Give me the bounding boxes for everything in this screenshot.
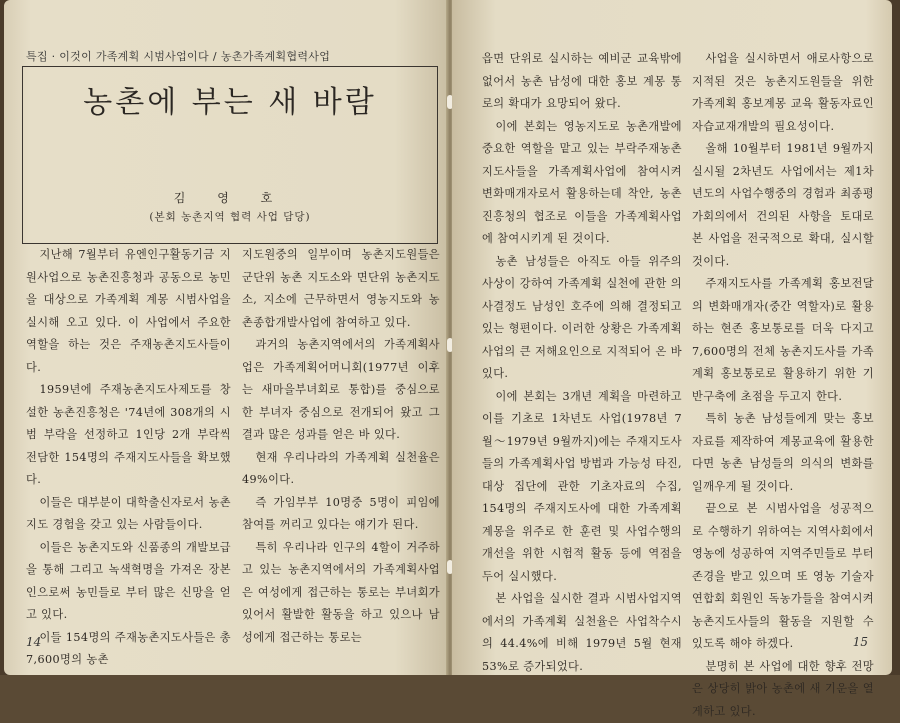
article-title: 농촌에 부는 새 바람 [23,77,437,121]
page-number-left: 14 [26,635,41,649]
running-head [26,48,330,64]
running-head-divider: / [213,50,217,63]
paragraph: 특히 우리나라 인구의 4할이 거주하고 있는 농촌지역에서의 가족계획사업은 여성에게 접근하는 통로는 부녀회가 있어서 활발한 활동을 하고 있으나 남성에게 접근하는 통로는 [242,537,440,650]
paragraph: 현재 우리나라의 가족계획 실천율은 49%이다. [242,447,440,492]
page-number-right: 15 [853,635,868,649]
paragraph: 주재지도사를 가족계획 홍보전달의 변화매개자(중간 역할자)로 활용하는 현존 홍보통로를 더욱 다지고 7,600명의 전체 농촌지도사를 가족계획 홍보통로로 활용하기 위한 기반구축에 초점을 두고지 한다. [692,273,874,408]
running-head-section: 농촌가족계획협력사업 [221,50,330,63]
paragraph: 과거의 농촌지역에서의 가족계획사업은 가족계획어머니회(1977년 이후는 새마을부녀회로 통합)를 중심으로 한 부녀자 중심으로 전개되어 왔고 그 결과 많은 성과를 얻은 바 있다. [242,334,440,447]
paragraph: 이들은 대부분이 대학출신자로서 농촌지도 경험을 갖고 있는 사람들이다. [26,492,231,537]
paragraph: 지난해 7월부터 유엔인구활동기금 지원사업으로 농촌진흥청과 공동으로 농민을 대상으로 가족계획 계몽 시범사업을 실시해 오고 있다. 이 사업에서 주요한 역할을 하는 것은 주재농촌지도사들이다. [26,244,231,379]
paragraph: 끝으로 본 시범사업을 성공적으로 수행하기 위하여는 지역사회에서 영농에 성공하여 지역주민들로 부터 존경을 받고 있으며 또 영농 기술자 연합회 회원인 독농가들을 참여시켜 농촌지도사들의 활동을 지원할 수 있도록 해야 하겠다. [692,498,874,656]
paragraph: 읍면 단위로 실시하는 예비군 교육밖에 없어서 농촌 남성에 대한 홍보 계몽 통로의 확대가 요망되어 왔다. [482,48,682,116]
paragraph: 이에 본회는 영농지도로 농촌개발에 중요한 역할을 맡고 있는 부락주재농촌지도사들을 가족계획사업에 참여시켜 변화매개자로서 활용하는데 착안, 농촌진흥청의 협조로 이들을 가족계획사업에 참여시키게 된 것이다. [482,116,682,251]
running-head-series: 특집 · 이것이 가족계획 시범사업이다 [26,50,209,63]
paragraph: 즉 가임부부 10명중 5명이 피임에 참여를 꺼리고 있다는 얘기가 된다. [242,492,440,537]
right-column-1 [482,48,682,678]
left-column-1 [26,244,231,672]
title-box [22,66,438,244]
paragraph: 본 사업을 실시한 결과 시범사업지역에서의 가족계획 실천율은 사업착수시의 44.4%에 비해 1979년 5월 현재 53%로 증가되었다. [482,588,682,678]
paragraph: 이에 본회는 3개년 계획을 마련하고 이를 기초로 1차년도 사업(1978년 7월～1979년 9월까지)에는 주재지도사들의 가족계획사업 방법과 가능성 타진, 대상 집단에 관한 기초자료의 수집, 154명의 주재지도사에 대한 가족계획 계몽을 위주로 한 훈련 및 사업수행의 개선을 위한 시험적 활동 등에 역점을 두어 실시했다. [482,386,682,589]
left-page [4,0,448,675]
left-column-2 [242,244,440,649]
paragraph: 이들은 농촌지도와 신품종의 개발보급을 통해 그리고 녹색혁명을 가져온 장본인으로써 농민들로 부터 많은 신망을 얻고 있다. [26,537,231,627]
paragraph: 지도원중의 일부이며 농촌지도원들은 군단위 농촌 지도소와 면단위 농촌지도소, 지소에 근무하면서 영농지도와 농촌종합개발사업에 참여하고 있다. [242,244,440,334]
paragraph: 특히 농촌 남성들에게 맞는 홍보자료를 제작하여 계몽교육에 활용한다면 농촌 남성들의 의식의 변화를 일깨우게 될 것이다. [692,408,874,498]
paragraph: 사업을 실시하면서 애로사항으로 지적된 것은 농촌지도원들을 위한 가족계획 홍보계몽 교육 활동자료인 자습교재개발의 필요성이다. [692,48,874,138]
paragraph: 이들 154명의 주재농촌지도사들은 총 7,600명의 농촌 [26,627,231,672]
paragraph: 분명히 본 사업에 대한 향후 전망은 상당히 밝아 농촌에 새 기운을 열게하고 있다. [692,656,874,723]
paragraph: 1959년에 주재농촌지도사제도를 창설한 농촌진흥청은 '74년에 308개의 시범 부락을 선정하고 1인당 2개 부락씩 전담한 154명의 주재지도사들을 확보했다. [26,379,231,492]
right-page [452,0,892,675]
paragraph: 농촌 남성들은 아직도 아들 위주의 사상이 강하여 가족계획 실천에 관한 의사결정도 남성인 호주에 의해 결정되고 있는 형편이다. 이러한 상황은 가족계획사업의 큰 저해요인으로 지적되어 온 바 있다. [482,251,682,386]
right-column-2 [692,48,874,723]
author-affiliation: (본회 농촌지역 협력 사업 담당) [23,209,437,224]
author-name: 김 영 호 [23,189,437,206]
paragraph: 올해 10월부터 1981년 9월까지 실시될 2차년도 사업에서는 제1차년도의 사업수행중의 경험과 최종평가회의에서 건의된 사항을 토대로 본 사업을 전국적으로 확대, 실시할 것이다. [692,138,874,273]
